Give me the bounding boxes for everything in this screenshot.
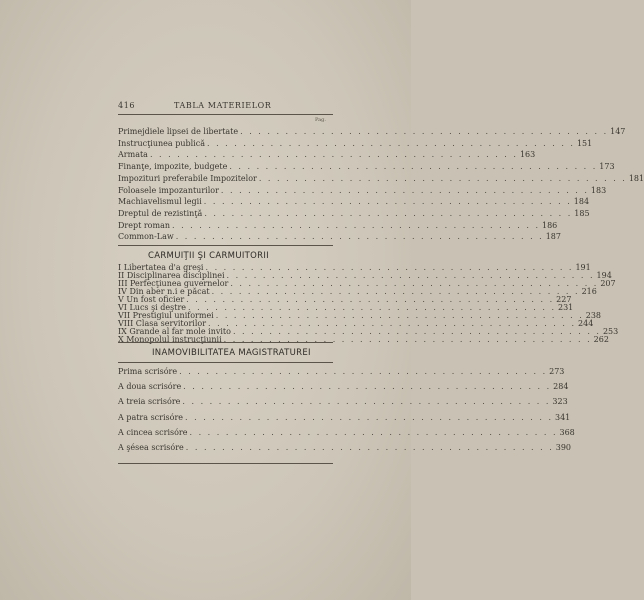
toc-entry-page: 390 <box>555 443 572 452</box>
toc-entry-page: 231 <box>558 303 574 312</box>
toc-entry-title: A treia scrisóre <box>118 397 181 407</box>
toc-entry-page: 284 <box>553 382 569 392</box>
running-header <box>118 101 333 115</box>
toc-entry-page: 323 <box>552 397 568 407</box>
toc-entry-title: Dreptul de rezistinţă <box>118 208 203 218</box>
toc-entry-title: A doua scrisóre <box>118 382 182 392</box>
toc-entry-title: Foloasele impozanturilor <box>118 185 219 195</box>
toc-entry-title: VII Prestigiul uniformei <box>118 311 214 320</box>
dot-leader: . . . . . . . . . . . . . . . . . . . . . . . . . . . . . . . . . . . . . . . . . <box>230 279 599 288</box>
toc-entry-title: IX Grande al far mole invito <box>118 327 231 336</box>
toc-entry-page: 147 <box>610 127 626 136</box>
toc-entry-page: 262 <box>593 335 609 344</box>
toc-entry-page: 187 <box>545 232 561 242</box>
header-rule <box>118 114 333 115</box>
dot-leader: . . . . . . . . . . . . . . . . . . . . . . . . . . . . . . . . . . . . . . . . . <box>175 232 544 242</box>
toc-entry-page: 253 <box>602 327 619 336</box>
dot-leader: . . . . . . . . . . . . . . . . . . . . . . . . . . . . . . . . . . . . . . . . . <box>188 303 556 312</box>
toc-entry-page: 184 <box>573 197 590 207</box>
toc-entry-title: Impozituri preferabile Impozitelor <box>118 173 257 183</box>
toc-entry <box>118 173 644 184</box>
toc-entry-title: Drept roman <box>118 220 170 230</box>
toc-entry-title: A patra scrisóre <box>118 412 184 422</box>
toc-entry-page: 183 <box>590 185 607 195</box>
dot-leader: . . . . . . . . . . . . . . . . . . . . . . . . . . . . . . . . . . . . . . . . . <box>215 311 584 320</box>
section-heading-inamovibilitatea: INAMOVIBILITATEA MAGISTRATUREI <box>152 348 311 358</box>
toc-entry-page: 186 <box>541 220 558 230</box>
toc-entry-page: 151 <box>576 138 593 148</box>
toc-entry-page: 194 <box>596 271 612 280</box>
dot-leader: . . . . . . . . . . . . . . . . . . . . . . . . . . . . . . . . . . . . . . . . . <box>183 382 552 392</box>
toc-entry-page: 181 <box>628 173 644 183</box>
dot-leader: . . . . . . . . . . . . . . . . . . . . . . . . . . . . . . . . . . . . . . . . . <box>185 412 553 422</box>
toc-entry-page: 227 <box>556 295 572 304</box>
dot-leader: . . . . . . . . . . . . . . . . . . . . . . . . . . . . . . . . . . . . . . . . . <box>206 138 575 148</box>
dot-leader: . . . . . . . . . . . . . . . . . . . . . . . . . . . . . . . . . . . . . . . . . <box>223 335 592 344</box>
page-column-label: Pag. <box>315 117 326 123</box>
toc-entry <box>118 208 590 219</box>
toc-entry <box>118 138 593 149</box>
toc-entry <box>118 412 571 423</box>
toc-entry <box>118 334 609 345</box>
section-divider <box>118 245 333 246</box>
toc-entry-page: 273 <box>549 367 565 376</box>
dot-leader: . . . . . . . . . . . . . . . . . . . . . . . . . . . . . . . . . . . . . . . . . <box>186 295 555 304</box>
dot-leader: . . . . . . . . . . . . . . . . . . . . . . . . . . . . . . . . . . . . . . . . . <box>185 443 554 452</box>
section-divider <box>118 342 333 343</box>
toc-entry-title: Prima scrisóre <box>118 367 178 376</box>
toc-entry-page: 185 <box>574 208 590 218</box>
toc-entry-title: VIII Clasa servitorilor <box>118 319 207 328</box>
toc-entry <box>118 196 590 207</box>
toc-entry <box>118 220 558 231</box>
toc-entry-title: II Disciplinarea disciplinei <box>118 271 225 280</box>
toc-entry-page: 238 <box>585 311 602 320</box>
dot-leader: . . . . . . . . . . . . . . . . . . . . . . . . . . . . . . . . . . . . . . . . . <box>226 271 595 280</box>
dot-leader: . . . . . . . . . . . . . . . . . . . . . . . . . . . . . . . . . . . . . . . . . <box>179 367 548 376</box>
section-divider <box>118 362 333 363</box>
dot-leader: . . . . . . . . . . . . . . . . . . . . . . . . . . . . . . . . . . . . . . . . . <box>204 208 573 218</box>
toc-entry-page: 207 <box>600 279 616 288</box>
toc-entry-page: 173 <box>599 162 615 172</box>
toc-entry-title: I Libertatea d'a greşi <box>118 263 204 272</box>
dot-leader: . . . . . . . . . . . . . . . . . . . . . . . . . . . . . . . . . . . . . . . . . <box>149 150 518 160</box>
dot-leader: . . . . . . . . . . . . . . . . . . . . . . . . . . . . . . . . . . . . . . . . . <box>232 327 601 336</box>
page-number: 416 <box>118 101 136 110</box>
toc-entry-title: Common-Law <box>118 232 174 242</box>
dot-leader: . . . . . . . . . . . . . . . . . . . . . . . . . . . . . . . . . . . . . . . . . <box>203 197 572 207</box>
bottom-rule <box>118 463 333 464</box>
toc-entry-title: Armata <box>118 150 148 160</box>
toc-entry-title: Instrucţiunea publică <box>118 138 205 148</box>
dot-leader: . . . . . . . . . . . . . . . . . . . . . . . . . . . . . . . . . . . . . . . . . <box>229 162 598 172</box>
toc-entry <box>118 161 615 172</box>
toc-entry <box>118 381 569 392</box>
toc-entry-title: A cincea scrisóre <box>118 427 188 437</box>
toc-entry-title: III Perfecţiunea guvernelor <box>118 279 229 288</box>
dot-leader: . . . . . . . . . . . . . . . . . . . . . . . . . . . . . . . . . . . . . . . . . <box>205 263 574 272</box>
toc-entry-title: Primejdiele lipsei de libertate <box>118 127 239 136</box>
toc-entry-title: IV Din aber n.i e păcat <box>118 287 210 296</box>
dot-leader: . . . . . . . . . . . . . . . . . . . . . . . . . . . . . . . . . . . . . . . . . <box>172 220 540 230</box>
toc-entry <box>118 185 607 196</box>
dot-leader: . . . . . . . . . . . . . . . . . . . . . . . . . . . . . . . . . . . . . . . . . <box>211 287 580 296</box>
toc-entry-title: VI Lucs şi deştre <box>118 303 187 312</box>
toc-entry-title: A şésea scrisóre <box>118 443 184 452</box>
toc-entry <box>118 442 572 453</box>
running-title: TABLA MATERIELOR <box>174 101 272 110</box>
dot-leader: . . . . . . . . . . . . . . . . . . . . . . . . . . . . . . . . . . . . . . . . . <box>258 173 627 183</box>
dot-leader: . . . . . . . . . . . . . . . . . . . . . . . . . . . . . . . . . . . . . . . . . <box>182 397 551 407</box>
toc-entry-page: 244 <box>578 319 594 328</box>
toc-entry-title: Machiavelismul legii <box>118 197 202 207</box>
toc-entry <box>118 149 536 160</box>
toc-entry <box>118 366 565 377</box>
toc-entry-page: 191 <box>575 263 591 272</box>
dot-leader: . . . . . . . . . . . . . . . . . . . . . . . . . . . . . . . . . . . . . . . . . <box>208 319 577 328</box>
toc-entry-title: X Monopolul instrucţiunii <box>118 335 222 344</box>
toc-entry <box>118 427 575 438</box>
toc-entry-title: Finanţe, impozite, budgete <box>118 162 228 172</box>
toc-entry <box>118 126 626 137</box>
section-heading-carmuitii: CARMUIŢII ŞI CARMUITORII <box>148 251 269 261</box>
toc-entry-page: 368 <box>559 427 575 437</box>
dot-leader: . . . . . . . . . . . . . . . . . . . . . . . . . . . . . . . . . . . . . . . . . <box>189 427 558 437</box>
toc-entry-page: 216 <box>581 287 597 296</box>
toc-entry-page: 163 <box>519 150 536 160</box>
toc-entry <box>118 231 561 242</box>
toc-entry <box>118 396 568 407</box>
toc-entry-title: V Un fost oficier <box>118 295 185 304</box>
toc-entry-page: 341 <box>555 412 571 422</box>
dot-leader: . . . . . . . . . . . . . . . . . . . . . . . . . . . . . . . . . . . . . . . . . <box>240 127 609 136</box>
dot-leader: . . . . . . . . . . . . . . . . . . . . . . . . . . . . . . . . . . . . . . . . . <box>220 185 589 195</box>
